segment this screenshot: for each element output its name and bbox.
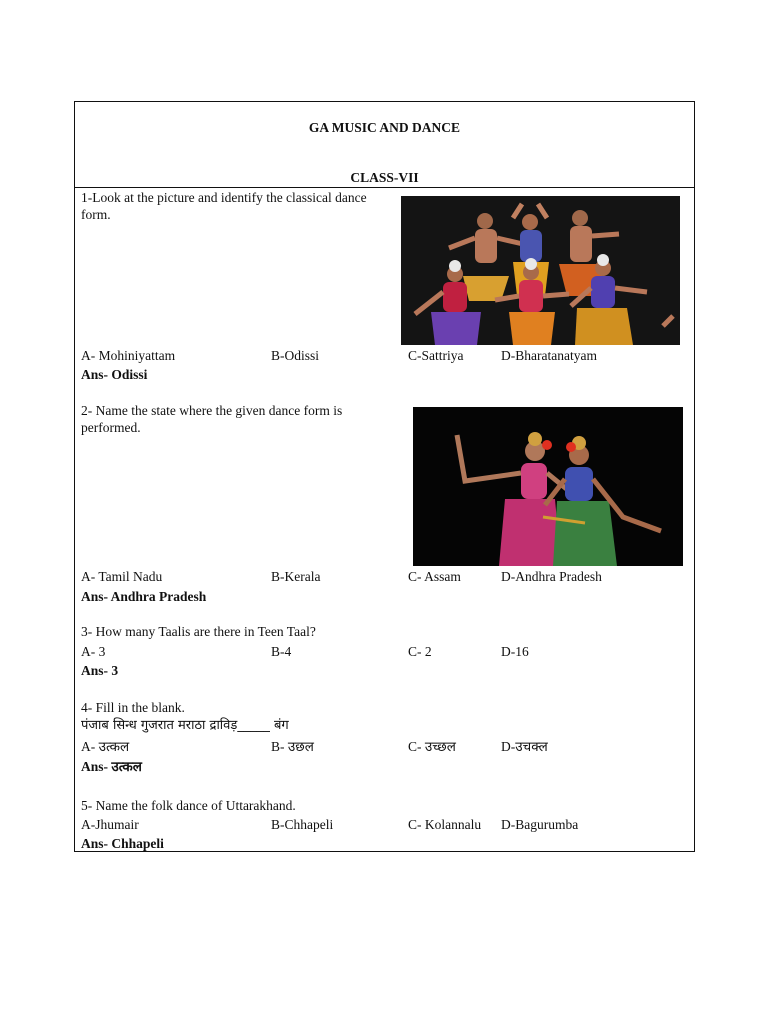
question-2-answer: Ans- Andhra Pradesh <box>81 589 207 604</box>
question-1-prompt: 1-Look at the picture and identify the classical dance form. <box>81 190 367 222</box>
question-4-option-d: D-उचक्ल <box>501 739 548 754</box>
question-2-prompt: 2- Name the state where the given dance form is performed. <box>81 403 343 435</box>
question-4-option-a: A- उत्कल <box>81 739 130 754</box>
question-3-prompt: 3- How many Taalis are there in Teen Taal? <box>81 624 316 639</box>
question-2-option-a: A- Tamil Nadu <box>81 569 163 584</box>
question-3-option-c: C- 2 <box>408 644 432 659</box>
question-5-option-c: C- Kolannalu <box>408 817 482 832</box>
question-5-answer: Ans- Chhapeli <box>81 836 164 851</box>
question-3-option-b: B-4 <box>271 644 292 659</box>
question-5-option-a: A-Jhumair <box>81 817 139 832</box>
class-label: CLASS-VII <box>350 170 419 185</box>
worksheet-title: GA MUSIC AND DANCE <box>308 120 461 135</box>
question-1-answer: Ans- Odissi <box>81 367 148 382</box>
question-4-prompt: 4- Fill in the blank. <box>81 700 185 715</box>
question-5-prompt: 5- Name the folk dance of Uttarakhand. <box>81 798 296 813</box>
question-4-answer: Ans- उत्कल <box>81 759 142 774</box>
question-2-option-b: B-Kerala <box>271 569 321 584</box>
question-4-option-c: C- उच्छल <box>408 739 456 754</box>
question-1-option-d: D-Bharatanatyam <box>501 348 597 363</box>
question-5-option-d: D-Bagurumba <box>501 817 579 832</box>
worksheet-header <box>75 102 694 188</box>
question-3-answer: Ans- 3 <box>81 663 119 678</box>
question-4-option-b: B- उछल <box>271 739 314 754</box>
question-1-option-b: B-Odissi <box>271 348 320 363</box>
odissi-dance-photo <box>401 196 680 345</box>
question-1-option-c: C-Sattriya <box>408 348 464 363</box>
kuchipudi-dance-photo <box>413 407 683 566</box>
question-4-hindi-line: पंजाब सिन्ध गुजरात मराठा द्राविड़_____ बंग <box>81 718 289 733</box>
question-1-option-a: A- Mohiniyattam <box>81 348 176 363</box>
question-2-option-c: C- Assam <box>408 569 461 584</box>
question-3-option-d: D-16 <box>501 644 529 659</box>
question-2-option-d: D-Andhra Pradesh <box>501 569 602 584</box>
question-5-option-b: B-Chhapeli <box>271 817 334 832</box>
question-3-option-a: A- 3 <box>81 644 106 659</box>
